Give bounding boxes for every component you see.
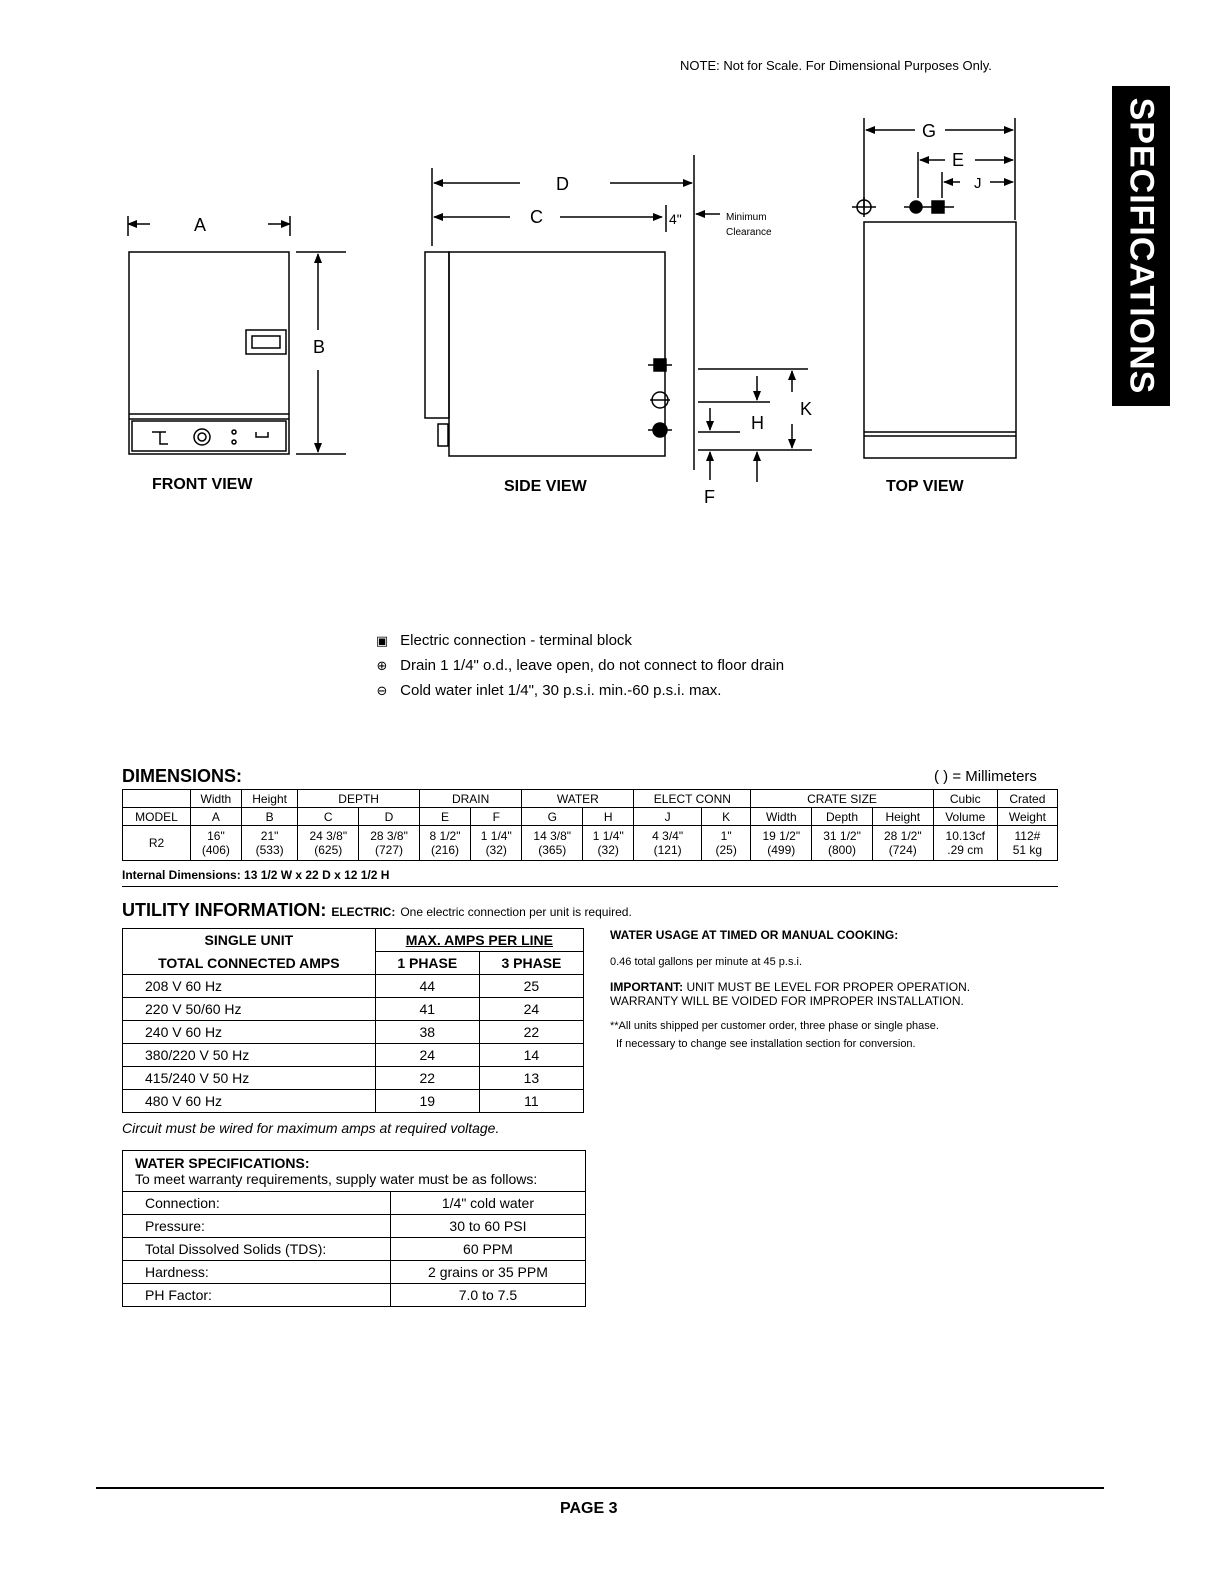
subheader-cell: H [583, 808, 634, 826]
table-row [123, 929, 584, 952]
dimensions-title: DIMENSIONS: [122, 766, 243, 786]
page-number: PAGE 3 [560, 1500, 618, 1517]
header-cell: TOTAL CONNECTED AMPS [123, 952, 376, 975]
subheader-cell: MODEL [123, 808, 191, 826]
table-row: Connection: 1/4" cold water [123, 1192, 585, 1215]
water-specs-table [123, 1191, 585, 1306]
subheader-cell: B [241, 808, 298, 826]
value-cell: 24 3/8" (625) [298, 826, 359, 861]
subheader-cell: K [701, 808, 751, 826]
dim-b-label: B [313, 337, 326, 357]
value-cell: 28 1/2" (724) [872, 826, 933, 861]
warranty-note: WARRANTY WILL BE VOIDED FOR IMPROPER INSTALLATION. [610, 994, 964, 1008]
water-inlet-icon: ⊖ [376, 683, 388, 698]
drain-icon: ⊕ [376, 658, 388, 673]
value-cell: 1" (25) [701, 826, 751, 861]
table-row: Pressure: 30 to 60 PSI [123, 1215, 585, 1238]
water-specs-title: WATER SPECIFICATIONS: [135, 1155, 310, 1171]
legend-text: Cold water inlet 1/4", 30 p.s.i. min.-60 p.s.i. max. [400, 682, 722, 699]
header-cell: WATER [522, 790, 634, 808]
legend-item [368, 678, 784, 703]
legend-text: Electric connection - terminal block [400, 632, 632, 649]
header-cell: Width [190, 790, 241, 808]
table-row: PH Factor: 7.0 to 7.5 [123, 1284, 585, 1307]
subheader-cell: Width [751, 808, 812, 826]
water-usage-block [610, 928, 1070, 1050]
header-cell: 1 PHASE [375, 952, 479, 975]
important-line [610, 980, 1070, 994]
top-view-drawing [852, 118, 1016, 458]
header-cell: Crated [997, 790, 1057, 808]
water-specs-box [122, 1150, 586, 1307]
side-view-label: SIDE VIEW [504, 478, 587, 495]
table-row: 480 V 60 Hz 19 11 [123, 1090, 584, 1113]
subheader-cell: Weight [997, 808, 1057, 826]
water-specs-header [123, 1151, 585, 1191]
subheader-cell: Height [872, 808, 933, 826]
legend-text: Drain 1 1/4" o.d., leave open, do not connect to floor drain [400, 657, 785, 674]
table-row [123, 826, 1058, 861]
dim-k-label: K [800, 399, 813, 419]
internal-dimensions: Internal Dimensions: 13 1/2 W x 22 D x 12 1/2 H [122, 868, 390, 882]
utility-title-row [122, 900, 632, 921]
value-cell: 4 3/4" (121) [634, 826, 702, 861]
value-cell: 14 3/8" (365) [522, 826, 583, 861]
value-cell: 112# 51 kg [997, 826, 1057, 861]
shipped-note: **All units shipped per customer order, three phase or single phase. [610, 1020, 939, 1032]
table-row [123, 790, 1058, 808]
table-row [123, 952, 584, 975]
value-cell: 16" (406) [190, 826, 241, 861]
scale-note: NOTE: Not for Scale. For Dimensional Purposes Only. [680, 58, 992, 73]
header-cell: DRAIN [419, 790, 521, 808]
legend-item [368, 628, 784, 653]
dimension-drawings [0, 0, 1225, 530]
specifications-tab-label: SPECIFICATIONS [1122, 97, 1161, 395]
header-cell: DEPTH [298, 790, 420, 808]
section-divider [122, 886, 1058, 887]
dimensions-table [122, 789, 1058, 861]
important-text: UNIT MUST BE LEVEL FOR PROPER OPERATION. [686, 980, 971, 994]
clearance-line1: Minimum [726, 212, 767, 223]
dim-d-label: D [556, 174, 569, 194]
value-cell: 31 1/2" (800) [812, 826, 873, 861]
table-row [123, 808, 1058, 826]
table-row: 220 V 50/60 Hz 41 24 [123, 998, 584, 1021]
table-row: 208 V 60 Hz 44 25 [123, 975, 584, 998]
circuit-note: Circuit must be wired for maximum amps at required voltage. [122, 1120, 500, 1136]
subheader-cell: G [522, 808, 583, 826]
value-cell: 8 1/2" (216) [419, 826, 470, 861]
header-cell: 3 PHASE [479, 952, 583, 975]
header-cell: Cubic [933, 790, 997, 808]
electric-label: ELECTRIC: [331, 905, 396, 919]
subheader-cell: Depth [812, 808, 873, 826]
dim-h-label: H [751, 413, 764, 433]
amps-table [122, 928, 584, 1113]
header-cell: Height [241, 790, 298, 808]
value-cell: 28 3/8" (727) [359, 826, 420, 861]
header-cell [123, 790, 191, 808]
value-cell: 19 1/2" (499) [751, 826, 812, 861]
header-cell: ELECT CONN [634, 790, 751, 808]
table-row: 415/240 V 50 Hz 22 13 [123, 1067, 584, 1090]
subheader-cell: Volume [933, 808, 997, 826]
subheader-cell: J [634, 808, 702, 826]
front-view-drawing [128, 216, 346, 454]
top-view-label: TOP VIEW [886, 478, 964, 495]
subheader-cell: E [419, 808, 470, 826]
header-cell: SINGLE UNIT [123, 929, 376, 952]
clearance-line2: Clearance [726, 227, 772, 238]
value-cell: 10.13cf .29 cm [933, 826, 997, 861]
water-specs-intro: To meet warranty requirements, supply water must be as follows: [135, 1171, 538, 1187]
value-cell: 1 1/4" (32) [583, 826, 634, 861]
footer-divider [96, 1487, 1104, 1489]
dim-g-label: G [922, 121, 937, 141]
front-view-label: FRONT VIEW [152, 476, 253, 493]
electric-text: One electric connection per unit is required. [400, 905, 632, 919]
utility-title: UTILITY INFORMATION: [122, 900, 327, 920]
header-cell: CRATE SIZE [751, 790, 933, 808]
dim-e-label: E [952, 150, 965, 170]
water-usage-title: WATER USAGE AT TIMED OR MANUAL COOKING: [610, 928, 899, 942]
terminal-block-icon: ▣ [375, 633, 389, 648]
table-row: Total Dissolved Solids (TDS): 60 PPM [123, 1238, 585, 1261]
subheader-cell: F [471, 808, 522, 826]
subheader-cell: A [190, 808, 241, 826]
value-cell: 21" (533) [241, 826, 298, 861]
table-row: Hardness: 2 grains or 35 PPM [123, 1261, 585, 1284]
value-cell: 1 1/4" (32) [471, 826, 522, 861]
subheader-cell: C [298, 808, 359, 826]
legend-item [368, 653, 784, 678]
dim-c-label: C [530, 207, 543, 227]
table-row: 380/220 V 50 Hz 24 14 [123, 1044, 584, 1067]
clearance-value: 4" [669, 211, 682, 227]
millimeters-note: ( ) = Millimeters [934, 768, 1037, 785]
subheader-cell: D [359, 808, 420, 826]
model-cell: R2 [123, 826, 191, 861]
water-usage-rate: 0.46 total gallons per minute at 45 p.s.i. [610, 956, 803, 968]
header-cell: MAX. AMPS PER LINE [375, 929, 583, 952]
connection-legend [368, 628, 784, 703]
conversion-note: If necessary to change see installation section for conversion. [616, 1038, 916, 1050]
dim-j-label: J [974, 175, 982, 192]
dim-f-label: F [704, 487, 715, 507]
important-label: IMPORTANT: [610, 980, 684, 994]
dim-a-label: A [194, 215, 207, 235]
table-row: 240 V 60 Hz 38 22 [123, 1021, 584, 1044]
